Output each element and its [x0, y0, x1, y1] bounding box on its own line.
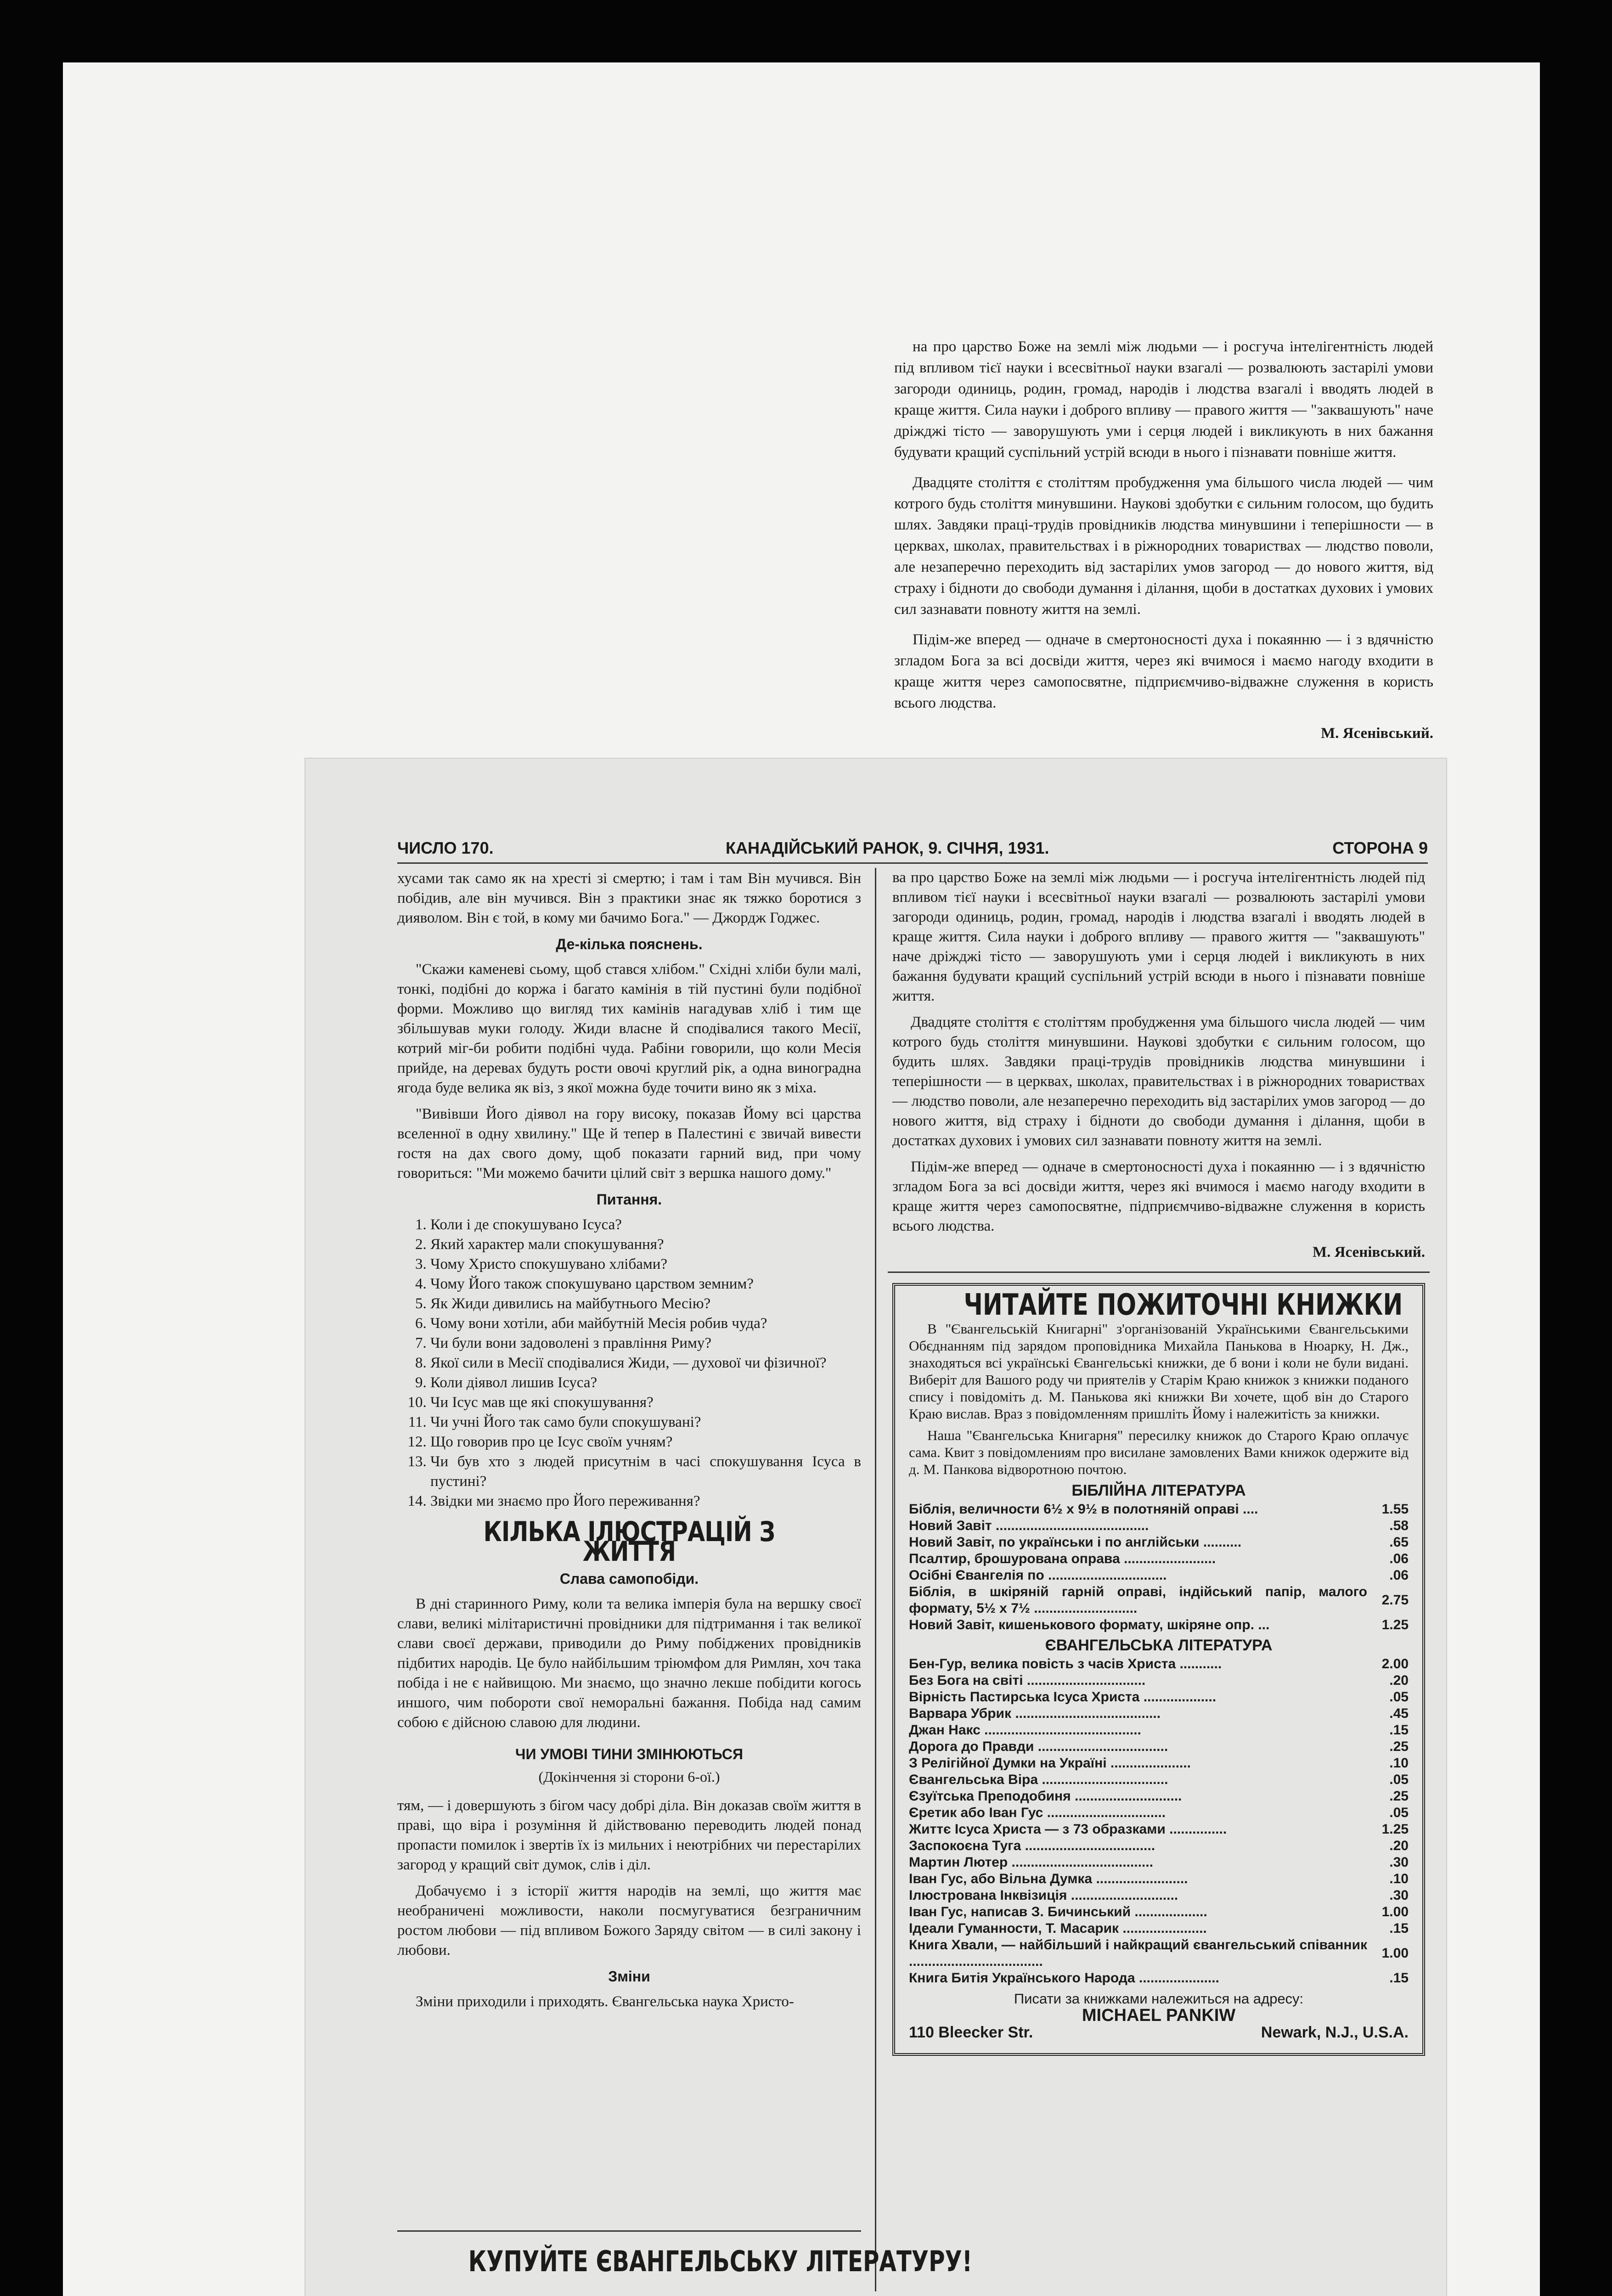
ad-paragraph: В "Євангельській Книгарні" з'організованій Українськими Євангельськими Обєднанням під зарядом проповідника Михайла Панькова в Нюарку, Н. Дж., знаходяться всі українські Євангельські книжки, де б вони і коли не були видані. Виберіт для Вашого роду чи приятелів у Старім Краю книжок з книжки поданого спису і повідоміть д. М. Панькова які книжки Ви хочете, щоб він до Старого Краю вислав. Враз з повідомленням пришліть Йому і належитість за книжки. [909, 1321, 1409, 1422]
book-price: .15 [1389, 1970, 1409, 1986]
newspaper-page [305, 759, 1446, 2296]
page-header [397, 838, 1428, 861]
book-price: .45 [1389, 1706, 1409, 1721]
question-item: 7. Чи були вони задоволені з правління Риму? [430, 1334, 861, 1353]
book-title: З Релігійної Думки на Україні ..................... [909, 1756, 1191, 1771]
continued-note: (Докінчення зі сторони 6-ої.) [538, 1768, 720, 1785]
question-item: 3. Чому Христо спокушувано хлібами? [430, 1255, 861, 1274]
bible-price-list [909, 1501, 1409, 1633]
address-note: Писати за книжками належиться на адресу: [1014, 1991, 1304, 2007]
price-row [909, 1871, 1409, 1887]
book-title: Ілюстрована Інквізиція ............................ [909, 1888, 1178, 1903]
intro-text: хусами так само як на хресті зі смертю; і там і там Він мучився. Він побідив, але він мучився. Він з практики знає як тяжко боротися з дияволом. Він є той, в кому ми бачимо Бога." — Джордж Годжес. [397, 870, 861, 926]
book-title: Новий Завіт ........................................ [909, 1518, 1149, 1533]
left-column [397, 869, 861, 2018]
book-price: 1.00 [1381, 1904, 1409, 1919]
book-title: Псалтир, брошурована оправа ........................ [909, 1551, 1216, 1566]
book-title: Дорога до Правди .................................. [909, 1739, 1168, 1754]
paragraph: тям, — і довершують з бігом часу добрі діла. Він доказав своїм життя в праві, що віра і розуміння й дійствованю переводить людей понад пропасти помилок і звертів їх із мильних і неютрібних чи перестарілих загород у кращий світ думок, слів і діл. [397, 1797, 861, 1873]
book-price: 2.00 [1381, 1656, 1409, 1671]
book-price: .10 [1389, 1871, 1409, 1886]
book-title: Іван Гус, написав З. Бичинський ................... [909, 1904, 1207, 1919]
price-row [909, 1970, 1409, 1986]
book-price: 1.00 [1381, 1946, 1409, 1961]
book-price: .05 [1389, 1805, 1409, 1820]
book-price: .30 [1389, 1855, 1409, 1870]
bible-literature-title: БІБЛІЙНА ЛІТЕРАТУРА [1071, 1482, 1246, 1499]
book-title: Новий Завіт, кишенькового формату, шкіряне опр. ... [909, 1617, 1270, 1632]
address-street: 110 Bleecker Str. [909, 2024, 1033, 2041]
address-name: MICHAEL PANKIW [1082, 2006, 1236, 2025]
book-title: Книга Хвали, — найбільший і найкращий євангельський співанник ................................... [909, 1937, 1367, 1969]
book-price: .05 [1389, 1772, 1409, 1787]
price-row [909, 1584, 1409, 1617]
question-item: 1. Коли і де спокушувано Ісуса? [430, 1215, 861, 1235]
price-row [909, 1838, 1409, 1854]
book-price: .65 [1389, 1535, 1409, 1550]
book-price: .20 [1389, 1673, 1409, 1688]
book-title: Книга Битія Українського Народа ..................... [909, 1970, 1219, 1986]
book-title: Біблія, в шкіряній гарній оправі, індійський папір, малого формату, 5½ х 7½ ........................... [909, 1584, 1367, 1616]
book-title: Єзуїтська Преподобиня ............................ [909, 1789, 1182, 1804]
price-row [909, 1672, 1409, 1689]
paragraph: Двадцяте століття є століттям пробудження ума більшого числа людей — чим котрого будь століття минувшини. Наукові здобутки є сильним голосом, що будить шлях. Завдяки праці-трудів провідників людства минувшини і теперішности — в церквах, школах, правительствах і в ріжнородних товариствах — людство поволи, але незаперечно переходить від застарілих умов загород — до нового життя, від страху і бідноти до свободи думання і ділання, щоби в достатках духових і умових сил зазнавати повноту життя на землі. [892, 1014, 1425, 1149]
address-city: Newark, N.J., U.S.A. [1261, 2024, 1409, 2041]
price-row [909, 1567, 1409, 1584]
fragment-paragraph: на про царство Боже на землі між людьми — і росгуча інтелігентність людей під впливом тієї науки і всесвітньої науки взагалі — розвалюють застарілі умови загороди одиниць, родин, громад, народів і людства взагалі і вводять людей в краще життя. Сила науки і доброго впливу — правого життя — "заквашують" наче дріжджі тісто — заворушують уми і серця людей і викликують в них бажання будувати кращий суспільний устрій всюди в нього і пізнавати повніше життя. [894, 338, 1433, 461]
evangelical-price-list [909, 1656, 1409, 1986]
author-signature: М. Ясенівський. [1313, 1244, 1425, 1261]
price-row [909, 1887, 1409, 1904]
price-row [909, 1617, 1409, 1633]
book-price: .06 [1389, 1551, 1409, 1566]
book-title: Осібні Євангелія по ............................... [909, 1568, 1167, 1583]
price-row [909, 1854, 1409, 1871]
paragraph: Зміни приходили і приходять. Євангельська наука Христо- [416, 1993, 794, 2010]
book-title: Життє Ісуса Христа — з 73 образками ............... [909, 1822, 1227, 1837]
question-item: 5. Як Жиди дивились на майбутнього Месію? [430, 1294, 861, 1314]
paragraph: "Вивівши Його діявол на гору високу, показав Йому всі царства вселенної в одну хвилину." Ще й тепер в Палестині є звичай вивести гостя на дах свого дому, щоб показати гарний вид, при чому говориться: "Ми можемо бачити цілий світ з вершка нашого дому." [397, 1106, 861, 1182]
price-row [909, 1534, 1409, 1551]
paragraph: Добачуємо і з історії життя народів на землі, що життя має необраничені можливости, наколи посмугуватися безграничним ростом любови — під впливом Божого Заряду світом — в силі закону і любови. [397, 1883, 861, 1958]
paragraph: Підім-же вперед — одначе в смертоносності духа і покаянню — і з вдячністю згладом Бога за всі досвіди життя, через які вчимося і маємо нагоду входити в краще життя через самопосвятне, підприємчиво-відважне служення в користь всього людства. [892, 1159, 1425, 1234]
book-price: .05 [1389, 1689, 1409, 1705]
price-row [909, 1722, 1409, 1739]
order-address [909, 1990, 1409, 2041]
paragraph: В дні старинного Риму, коли та велика імперія була на вершку своєї слави, великі мілітаристичні провідники для підтримання і так великої слави своєї держави, приводили до Риму побіджених провідників підбитих народів. Це було найбільшим тріюмфом для Римлян, хоч така побіда і не є найвищою. Ми знаємо, що значно лекше побідити когось иншого, чим побороти свої неморальні бажання. Побіда над самим собою є дійсною славою для людини. [397, 1596, 861, 1731]
book-advertisement [892, 1283, 1425, 2056]
question-item: 11. Чи учні Його так само були спокушувані? [430, 1412, 861, 1432]
book-title: Новий Завіт, по українськи і по англійськи .......... [909, 1535, 1242, 1550]
question-item: 8. Якої сили в Месії сподівалися Жиди, — духової чи фізичної? [430, 1353, 861, 1373]
price-row [909, 1904, 1409, 1920]
price-row [909, 1518, 1409, 1534]
illustration-subtitle: Слава самопобіди. [559, 1570, 699, 1587]
book-price: .25 [1389, 1739, 1409, 1754]
microfilm-frame [63, 62, 1540, 2296]
book-price: 2.75 [1381, 1593, 1409, 1608]
book-title: Бен-Гур, велика повість з часів Христа ........... [909, 1656, 1222, 1671]
questions-title: Питання. [596, 1191, 662, 1208]
price-row [909, 1551, 1409, 1567]
question-item: 13. Чи був хто з людей присутнім в часі спокушування Ісуса в пустині? [430, 1452, 861, 1491]
illustrations-headline: КІЛЬКА ІЛЮСТРАЦІЙ З ЖИТТЯ [483, 1516, 775, 1568]
book-title: Заспокоєна Туга .................................. [909, 1838, 1155, 1853]
book-price: .15 [1389, 1722, 1409, 1738]
price-row [909, 1656, 1409, 1672]
price-row [909, 1501, 1409, 1518]
question-item: 12. Що говорив про це Ісус своїм учням? [430, 1432, 861, 1452]
book-price: .20 [1389, 1838, 1409, 1853]
paper-title-date: КАНАДІЙСЬКИЙ РАНОК, 9. СІЧНЯ, 1931. [726, 838, 1049, 857]
bottom-banner-text: КУПУЙТЕ ЄВАНГЕЛЬСЬКУ ЛІТЕРАТУРУ! [468, 2245, 972, 2278]
book-price: .30 [1389, 1888, 1409, 1903]
price-row [909, 1772, 1409, 1788]
question-item: 2. Який характер мали спокушування? [430, 1235, 861, 1255]
price-row [909, 1920, 1409, 1937]
divider [888, 1272, 1430, 1273]
price-row [909, 1788, 1409, 1805]
issue-number: ЧИСЛО 170. [397, 838, 494, 857]
price-row [909, 1705, 1409, 1722]
address-line [909, 2024, 1409, 2041]
book-title: Без Бога на світі ............................... [909, 1673, 1146, 1688]
fragment-paragraph: Підім-же вперед — одначе в смертоносності духа і покаянню — і з вдячністю згладом Бога за всі досвіди життя, через які вчимося і маємо нагоду входити в краще життя через самопосвятне, підприємчиво-відважне служення в користь всього людства. [894, 631, 1433, 711]
question-item: 9. Коли діявол лишив Ісуса? [430, 1373, 861, 1393]
book-title: Євангельська Віра ................................. [909, 1772, 1168, 1787]
price-row [909, 1739, 1409, 1755]
ad-headline-text: ЧИТАЙТЕ ПОЖИТОЧНІ КНИЖКИ [964, 1288, 1403, 1322]
ad-paragraph: Наша "Євангельська Книгарня" пересилку книжок до Старого Краю оплачує сама. Квит з повідомлениям про висилане замовлених Вами книжок одержите від д. М. Панкова відворотною почтою. [909, 1427, 1409, 1477]
fragment-signature: М. Ясенівський. [1321, 725, 1433, 742]
price-row [909, 1821, 1409, 1838]
column-rule [875, 868, 876, 2291]
book-title: Ідеали Гуманности, Т. Масарик ...................... [909, 1921, 1207, 1936]
book-price: .06 [1389, 1568, 1409, 1583]
question-item: 14. Звідки ми знаємо про Його переживання? [430, 1491, 861, 1511]
book-title: Вірність Пастирська Ісуса Христа ................... [909, 1689, 1217, 1705]
book-price: 1.25 [1381, 1617, 1409, 1632]
questions-list [397, 1215, 861, 1511]
book-price: .58 [1389, 1518, 1409, 1533]
paragraph: ва про царство Боже на землі між людьми — і росгуча інтелігентність людей під впливом тієї науки і всесвітньої науки взагалі — розвалюють застарілі умови загороди одиниць, родин, громад, народів і людства взагалі і вводять людей в краще життя. Сила науки і доброго впливу — правого життя — "заквашують" наче дріжджі тісто — заворушують уми і серця людей і викликують в них бажання будувати кращий суспільний устрій всюди в нього і пізнавати повніше життя. [892, 869, 1425, 1004]
changes-title: Зміни [608, 1968, 650, 1985]
book-title: Іван Гус, або Вільна Думка ........................ [909, 1871, 1188, 1886]
book-price: .10 [1389, 1756, 1409, 1771]
book-title: Варвара Убрик ...................................... [909, 1706, 1161, 1721]
header-rule [397, 862, 1428, 864]
price-row [909, 1805, 1409, 1821]
book-price: 1.25 [1381, 1822, 1409, 1837]
book-title: Джан Накс ......................................... [909, 1722, 1141, 1738]
fragment-paragraph: Двадцяте століття є століттям пробудження ума більшого числа людей — чим котрого будь століття минувшини. Наукові здобутки є сильним голосом, що будить шлях. Завдяки праці-трудів провідників людства минувшини і теперішности — в церквах, школах, правительствах і в ріжнородних товариствах — людство поволи, але незаперечно переходить від застарілих умов загород — до нового життя, від страху і бідноти до свободи думання і ділання, щоби в достатках духових і умових сил зазнавати повноту життя на землі. [894, 474, 1433, 618]
price-row [909, 1755, 1409, 1772]
ad-headline [909, 1288, 1409, 1322]
section-title: Де-кілька пояснень. [556, 936, 703, 952]
book-title: Біблія, величности 6½ х 9½ в полотняній оправі .... [909, 1502, 1258, 1517]
book-price: 1.55 [1381, 1502, 1409, 1517]
page-number: СТОРОНА 9 [1332, 838, 1428, 857]
paragraph: "Скажи каменеві сьому, щоб стався хлібом." Східні хліби були малі, тонкі, подібні до коржа і багато камінія в тій пустині були подібної форми. Можливо що вигляд тих камінів нагадував хліб і тим ще збільшував муки голоду. Жиди власне й сподівалися такого Месії, котрий міг-би робити подібні чуда. Рабіни говорили, що коли Месія прийде, на деревах будуть рости овочі круглий рік, а одна виноградна ягода буде велика як віз, з якої можна буде точити вино як з міха. [397, 961, 861, 1096]
question-item: 10. Чи Ісус мав ще які спокушування? [430, 1393, 861, 1412]
evangelical-literature-title: ЄВАНГЕЛЬСЬКА ЛІТЕРАТУРА [1045, 1637, 1273, 1654]
previous-page-fragment [894, 336, 1433, 749]
continued-article-title: ЧИ УМОВІ ТИНИ ЗМІНЮЮТЬСЯ [515, 1746, 744, 1762]
price-row [909, 1937, 1409, 1970]
book-price: .25 [1389, 1789, 1409, 1804]
book-price: .15 [1389, 1921, 1409, 1936]
question-item: 6. Чому вони хотіли, аби майбутній Месія робив чуда? [430, 1314, 861, 1334]
bottom-banner [397, 2230, 972, 2278]
right-column [892, 868, 1425, 2056]
question-item: 4. Чому Його також спокушувано царством земним? [430, 1274, 861, 1294]
book-title: Мартин Лютер ..................................... [909, 1855, 1153, 1870]
book-title: Єретик або Іван Гус ............................... [909, 1805, 1166, 1820]
price-row [909, 1689, 1409, 1705]
